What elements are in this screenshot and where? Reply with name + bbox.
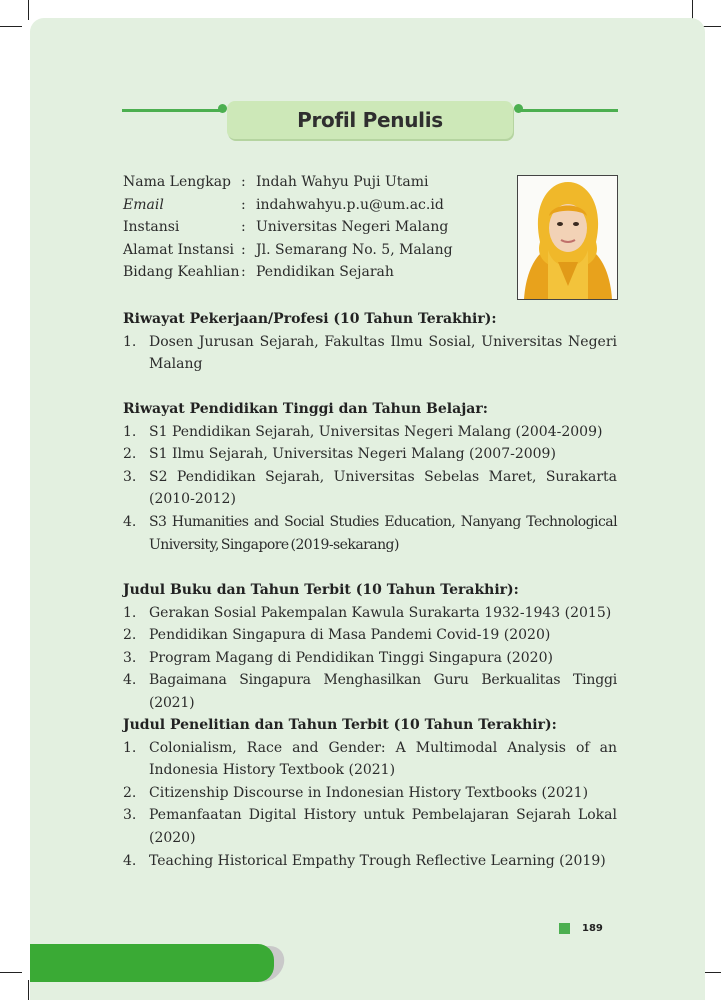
list-item (123, 602, 617, 625)
list-number: 2. (123, 784, 137, 801)
list-item (123, 804, 617, 849)
list-item (123, 331, 617, 376)
crop-mark (0, 26, 22, 27)
title-rule-dot-left (218, 104, 227, 113)
list-number: 2. (123, 627, 137, 644)
info-separator: : (241, 196, 246, 213)
info-label: Nama Lengkap (123, 174, 232, 190)
section-list (123, 421, 617, 557)
author-portrait-image (518, 176, 617, 299)
section-list (123, 602, 617, 715)
list-number: 4. (123, 672, 137, 689)
list-number: 4. (123, 852, 137, 869)
list-text: Pendidikan Singapura di Masa Pandemi Covid-19 (2020) (149, 627, 551, 644)
list-text: Dosen Jurusan Sejarah, Fakultas Ilmu Sosial, Universitas Negeri Malang (149, 333, 617, 373)
author-info (123, 171, 453, 284)
footer-bar (30, 944, 274, 982)
list-item (123, 647, 617, 670)
info-row-email (123, 194, 453, 217)
list-text: Pemanfaatan Digital History untuk Pembelajaran Sejarah Lokal (2020) (149, 807, 617, 846)
info-separator: : (241, 264, 246, 281)
crop-mark (0, 972, 22, 973)
author-photo (517, 175, 618, 300)
list-number: 2. (123, 446, 137, 463)
info-separator: : (241, 219, 246, 236)
list-text: Gerakan Sosial Pakempalan Kawula Surakarta 1932-1943 (2015) (149, 604, 612, 621)
list-item (123, 782, 617, 805)
list-text: S2 Pendidikan Sejarah, Universitas Sebelas Maret, Surakarta (2010-2012) (149, 468, 617, 508)
section-heading: Riwayat Pekerjaan/Profesi (10 Tahun Terakhir): (123, 311, 497, 327)
list-number: 1. (123, 604, 137, 621)
list-item (123, 624, 617, 647)
list-number: 3. (123, 468, 137, 485)
section-heading: Riwayat Pendidikan Tinggi dan Tahun Belajar: (123, 401, 488, 417)
info-label: Alamat Instansi (123, 241, 235, 258)
list-number: 3. (123, 649, 137, 666)
info-label: Instansi (123, 219, 180, 236)
info-value: Universitas Negeri Malang (256, 219, 449, 236)
list-item (123, 466, 617, 511)
info-row-name (123, 171, 453, 194)
crop-mark (28, 980, 29, 1000)
list-text: Colonialism, Race and Gender: A Multimodal Analysis of an Indonesia History Textbook (2021) (149, 739, 617, 779)
list-number: 1. (123, 423, 137, 440)
title-rule-dot-right (514, 104, 523, 113)
info-row-address (123, 239, 453, 262)
list-item (123, 669, 617, 714)
section-heading: Judul Penelitian dan Tahun Terbit (10 Tahun Terakhir): (123, 717, 557, 733)
info-label: Email (123, 196, 164, 213)
list-text: Bagaimana Singapura Menghasilkan Guru Berkualitas Tinggi (2021) (149, 672, 617, 711)
list-item (123, 850, 617, 873)
page-number-marker (559, 923, 570, 934)
list-number: 1. (123, 333, 137, 350)
list-item (123, 443, 617, 466)
list-number: 3. (123, 807, 137, 824)
info-row-institution (123, 216, 453, 239)
list-text: Teaching Historical Empathy Trough Reflective Learning (2019) (149, 852, 606, 869)
info-row-expertise (123, 261, 453, 284)
section-list (123, 331, 617, 376)
list-item (123, 511, 617, 556)
list-item (123, 737, 617, 782)
page-number: 189 (582, 923, 603, 934)
crop-mark (28, 0, 29, 20)
info-separator: : (241, 174, 246, 190)
list-item (123, 421, 617, 444)
info-value: Pendidikan Sejarah (256, 264, 394, 281)
info-value: Jl. Semarang No. 5, Malang (256, 241, 453, 258)
title-rule-right (518, 109, 618, 112)
section-research (123, 714, 617, 872)
section-heading: Judul Buku dan Tahun Terbit (10 Tahun Terakhir): (123, 582, 519, 598)
info-value-email[interactable]: indahwahyu.p.u@um.ac.id (256, 196, 444, 213)
info-value: Indah Wahyu Puji Utami (256, 174, 429, 190)
section-education (123, 398, 617, 556)
page-title: Profil Penulis (297, 108, 443, 132)
title-banner (227, 101, 513, 139)
list-number: 1. (123, 739, 137, 756)
list-text: S1 Pendidikan Sejarah, Universitas Negeri Malang (2004-2009) (149, 423, 603, 440)
section-work-history (123, 308, 617, 376)
list-text: S1 Ilmu Sejarah, Universitas Negeri Malang (2007-2009) (149, 446, 556, 463)
list-text: Citizenship Discourse in Indonesian History Textbooks (2021) (149, 784, 589, 801)
list-text: Program Magang di Pendidikan Tinggi Singapura (2020) (149, 649, 553, 666)
section-list (123, 737, 617, 873)
section-books (123, 579, 617, 715)
list-text: S3 Humanities and Social Studies Education, Nanyang Technological University, Singapore (2019-sekarang) (149, 513, 617, 553)
list-number: 4. (123, 513, 137, 530)
crop-mark (692, 0, 693, 20)
info-label: Bidang Keahlian (123, 264, 240, 281)
title-rule-left (122, 109, 222, 112)
info-separator: : (241, 241, 246, 258)
